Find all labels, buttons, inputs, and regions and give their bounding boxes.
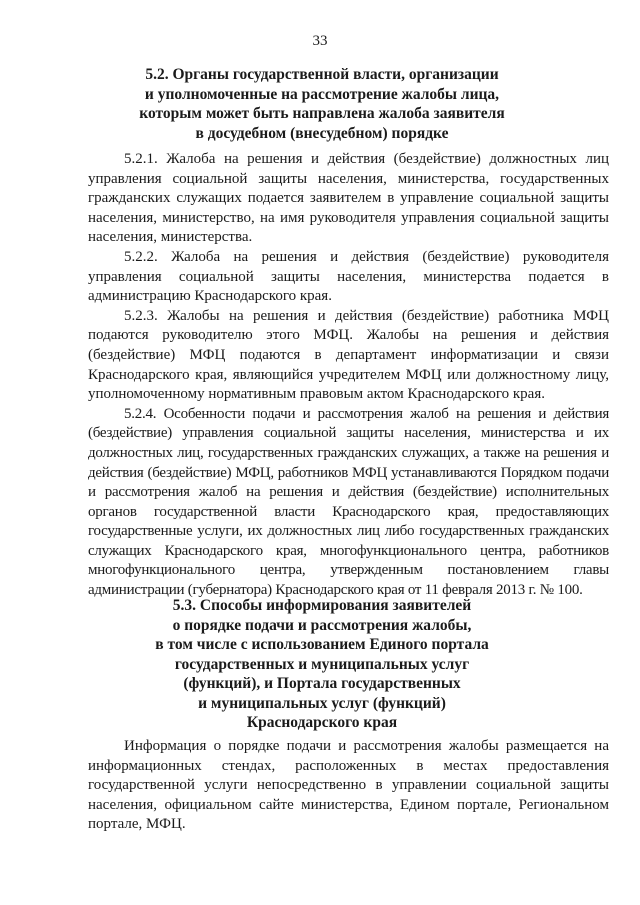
heading-line: (функций), и Портала государственных (183, 675, 461, 692)
heading-line: Краснодарского края (246, 714, 398, 731)
section-body-5-2 (88, 150, 609, 601)
heading-line: которым может быть направлена жалоба заявителя (139, 105, 505, 122)
page-number: 33 (312, 33, 328, 49)
heading-line: о порядке подачи и рассмотрения жалобы, (172, 616, 472, 634)
paragraph-5-3-info: Информация о порядке подачи и рассмотрения жалобы размещается на информационных стендах, расположенных в местах предоставления государственной услуги непосредственно в управлении социальной защиты населения, официальном сайте министерства, Едином портале, Региональном портале, МФЦ. (88, 738, 609, 833)
section-heading-5-2 (88, 65, 556, 143)
paragraph-5-2-3: 5.2.3. Жалобы на решения и действия (бездействие) работника МФЦ подаются руководителю этого МФЦ. Жалобы на решения и действия (бездействие) МФЦ подаются в департамент информатизации и связи Краснодарского края, являющийся учредителем МФЦ или должностному лицу, уполномоченному нормативным правовым актом Краснодарского края. (88, 307, 609, 403)
paragraph-5-2-4: 5.2.4. Особенности подачи и рассмотрения жалоб на решения и действия (бездействие) управления социальной защиты населения, министерства и их должностных лиц, государственных гражданских служащих, а также на решения и действия (бездействие) МФЦ, работников МФЦ устанавливаются Порядком подачи и рассмотрения жалоб на решения и действия (бездействие) исполнительных органов государственной власти Краснодарского края, предоставляющих государственные услуги, их должностных лиц либо государственных гражданских служащих Краснодарского края, многофункционального центра, работников многофункционального центра, утвержденным постановлением главы администрации (губернатора) Краснодарского края от 11 февраля 2013 г. № 100. (88, 405, 609, 599)
heading-line: в досудебном (внесудебном) порядке (195, 124, 449, 142)
paragraph-5-2-1: 5.2.1. Жалоба на решения и действия (бездействие) должностных лиц управления социальной защиты населения, министерства, государственных гражданских служащих подается заявителем в управление социальной защиты населения, министерство, на имя руководителя управления социальной защиты населения, министерства. (88, 151, 609, 246)
section-body-5-3 (88, 737, 609, 835)
heading-line: государственных и муниципальных услуг (174, 655, 470, 673)
heading-line: и уполномоченные на рассмотрение жалобы лица, (144, 85, 500, 103)
heading-line: и муниципальных услуг (функций) (198, 694, 446, 712)
heading-line: 5.2. Органы государственной власти, организации (145, 66, 499, 83)
heading-line: 5.3. Способы информирования заявителей (172, 597, 472, 614)
paragraph-5-2-2: 5.2.2. Жалоба на решения и действия (бездействие) руководителя управления социальной защиты населения, министерства подается в администрацию Краснодарского края. (88, 248, 609, 305)
section-heading-5-3 (88, 596, 556, 733)
heading-line: в том числе с использованием Единого портала (155, 636, 489, 653)
